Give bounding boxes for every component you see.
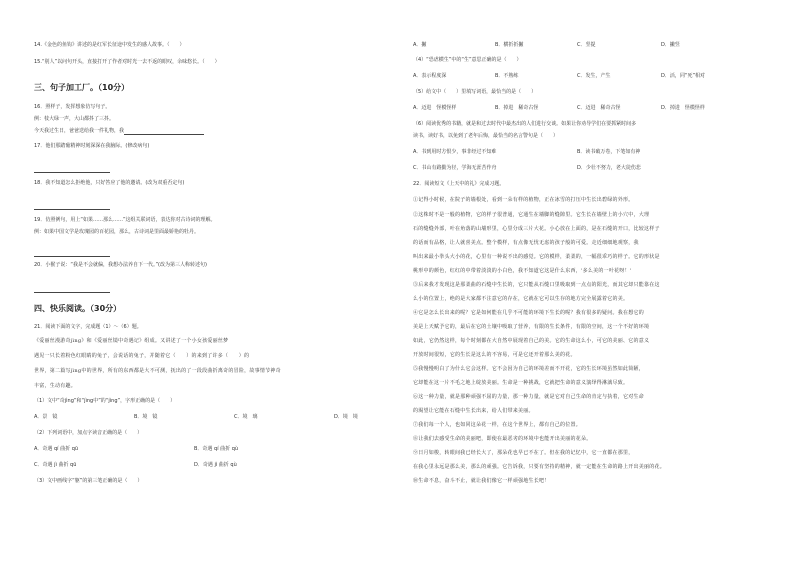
question-16-prompt-text: 今天我过生日，爸爸送给我一件礼物，我 bbox=[34, 128, 125, 134]
options-row-3 bbox=[413, 42, 769, 49]
option-c[interactable]: C．奇遇 jì 曲折 qū bbox=[34, 462, 77, 468]
option-c[interactable]: C．发生，产生 bbox=[577, 73, 611, 79]
sub-question-1: （1）文中“奇jìng”和“jìng中”的“jìng”，字形正确的是（ ） bbox=[34, 398, 176, 404]
option-a[interactable]: A．撇 bbox=[413, 42, 427, 48]
option-d[interactable]: D．少壮不努力，老大徒伤悲 bbox=[577, 165, 641, 171]
answer-line[interactable] bbox=[34, 288, 110, 293]
option-d[interactable]: D．掉进 怪模怪样 bbox=[661, 105, 705, 111]
question-21: 21．阅读下面的文字，完成题（1）～（6）题。 bbox=[34, 324, 142, 330]
passage-line: 它却能在这一片不毛之地上绽放美丽。生命是一种挑战，它就把生命的意义演绎得淋漓尽致。 bbox=[413, 380, 629, 386]
passage-line: 的话而有品格，让人就喜美点。整个模样，有点像无忧无虑的孩子般的可爱。走近细细地观察，我 bbox=[413, 240, 639, 246]
sub-question-2-options-ab bbox=[34, 446, 389, 453]
section-4-title: 四、快乐阅读。（30分） bbox=[34, 304, 122, 313]
answer-line[interactable] bbox=[34, 252, 110, 257]
sub-question-5: （5）给文中（ ）里填写词语，最恰当的是（ ） bbox=[413, 89, 537, 95]
passage-line: ⑨日月如梭，转眼间我已经长大了，那朵花也早已不在了。但在我的记忆中，它一直都在那里， bbox=[413, 450, 634, 456]
option-a[interactable]: A．书到用时方恨少，事非经过不知难 bbox=[413, 149, 497, 155]
option-c[interactable]: C．竖提 bbox=[577, 42, 596, 48]
passage-line: 丰富，生动有趣。 bbox=[34, 383, 77, 389]
options-row-5 bbox=[413, 105, 769, 112]
question-22: 22．阅读短文《上天中的礼》完成习题。 bbox=[413, 181, 505, 187]
option-c[interactable]: C．迈进 稀奇古怪 bbox=[577, 105, 621, 111]
option-d[interactable]: D．活，同“死”相对 bbox=[661, 73, 706, 79]
passage-line: ⑤我慢慢明白了为什么它会这样。它不会因为自己的环境差而不开花，它的生长环境虽然如此简陋， bbox=[413, 366, 645, 372]
option-b[interactable]: B．奇遇 qí 曲折 qù bbox=[194, 446, 239, 452]
question-19-example: 例：如果中国文学是玫瑰园的百花园，那么，古诗词是里面最娇艳的牡丹。 bbox=[34, 229, 200, 235]
option-d[interactable]: D．撇竖 bbox=[661, 42, 680, 48]
passage-line: ⑥这一种力量，就是那种顽强不屈的力量，那一种力量，就是它对自己生命的肯定与执着，它对生命 bbox=[413, 394, 645, 400]
question-18: 18．我不知道怎么拒绝他，只好答应了他的邀请。(改为双重否定句) bbox=[34, 180, 185, 186]
answer-line[interactable] bbox=[34, 168, 110, 173]
option-d[interactable]: D．境 境 bbox=[334, 414, 358, 420]
passage-line: 世界，第二篇写jìng中的世界，所有的东西都是大不可测，抚出的了一段段曲折离奇的冒险，故事情节神奇 bbox=[34, 368, 281, 374]
sub-question-2: （2）下列词语中，加点字读音正确的是（ ） bbox=[34, 430, 143, 436]
passage-line: 桃形中的颜色，红红的中带着淡淡的小白色，我不知道它这是什么东西，'多么美的一叶花呀！' bbox=[413, 268, 632, 274]
sub-question-6-line-2: 读书，读好书，以免到了老年后悔，最恰当的名言警句是（ ） bbox=[413, 133, 559, 139]
answer-line-20[interactable] bbox=[34, 286, 110, 293]
question-20: 20．小猴子说：“我是不会就偏，我想办法养自下一代。”(改为第三人称转述句) bbox=[34, 262, 207, 268]
option-d[interactable]: D．奇遇 jì 曲折 qù bbox=[194, 462, 237, 468]
answer-line-19[interactable] bbox=[34, 250, 110, 257]
answer-line[interactable] bbox=[124, 130, 204, 135]
question-16-example: 例：枝大绿一声，大山都抖了三抖。 bbox=[34, 116, 115, 122]
passage-line: 开放时间很短，它的生长是这么的不容易，可是它还开着那么美的花。 bbox=[413, 352, 576, 358]
option-a[interactable]: A．迈进 怪模怪样 bbox=[413, 105, 457, 111]
sub-question-6-line-1: （6）阅读优秀的书籍，就是和过去时代中最杰出的人们进行交谈。如果让你劝导学们在要抓紧时间多 bbox=[413, 121, 637, 127]
options-row-4 bbox=[413, 73, 769, 80]
option-b[interactable]: B．读书破万卷，下笔如有神 bbox=[577, 149, 641, 155]
passage-line: ③后来我才发现这是那柔曲的石缝中生长的，它只能从石缝口里吸取到一点点的阳光，而其它却只能靠在这 bbox=[413, 282, 660, 288]
passage-line: ⑦我们每一个人，也如同这朵花一样，在这个世界上，都有自己的位置。 bbox=[413, 422, 582, 428]
answer-line-17[interactable] bbox=[34, 166, 110, 173]
option-b[interactable]: B．不熟练 bbox=[495, 73, 519, 79]
passage-line: 叫出来最小拳头大小的花，心里有一种说不出的感觉。它的模样，柔柔的，一幅很乖巧的样子。它的形状是 bbox=[413, 254, 660, 260]
question-17: 17．他们那踏葡精神时刻深深在我脑际。(修改病句) bbox=[34, 143, 150, 149]
sub-question-1-options bbox=[34, 414, 389, 421]
option-c[interactable]: C．书山有路勤为径，学海无涯苦作舟 bbox=[413, 165, 497, 171]
question-19: 19．仿照例句，用上“如果……那么……”这组关联词语，表达你对古诗词的理解。 bbox=[34, 217, 216, 223]
question-16-prompt bbox=[34, 128, 204, 135]
option-b[interactable]: B．境 镜 bbox=[134, 414, 158, 420]
option-b[interactable]: B．横折折撇 bbox=[495, 42, 524, 48]
passage-line: ⑧让我们去感受生命的美丽吧，即使在最恶劣的环境中也能开出美丽的花朵。 bbox=[413, 436, 592, 442]
passage-line: 遇见一只长着粉色红眼睛的兔子，会说话的兔子，并随着它（ ）的来到了许多（ ）的 bbox=[34, 353, 250, 359]
passage-line: 么小的位置上，绝的是大家都不注意它的存在，它就在它可以生存的地方完全展露着它的美。 bbox=[413, 296, 629, 302]
answer-line-18[interactable] bbox=[34, 203, 110, 210]
option-b[interactable]: B．掉进 稀奇古怪 bbox=[495, 105, 539, 111]
question-15: 15.“别人”以问句开头，直接打开了作者对时光一去不返的眼叹，余味悠长。（ ） bbox=[34, 59, 220, 65]
sub-question-3: （3）文中画线字“躯”的第三笔正确的是（ ） bbox=[34, 478, 143, 484]
passage-line: ④它是怎么长出来的呢？它是如何能在几乎不可能的环境下生长的呢？我有很多的疑问。我在想它的 bbox=[413, 310, 645, 316]
passage-line: ②这株时不是一般的植物，它的样子很普通，它通生在墙脚的缝隙里。它生长在墙壁上的小穴中，大理 bbox=[413, 212, 650, 218]
section-3-title: 三、句子加工厂。（10分） bbox=[34, 83, 130, 92]
question-16: 16．照样子，发挥想象仿写句子。 bbox=[34, 104, 111, 110]
passage-line: 在我心里永远是那么美，那么的顽强。它告诉我，只要有坚持的精神，就一定能在生命的路上开出美丽的花。 bbox=[413, 464, 666, 470]
option-a[interactable]: A．奇遇 qí 曲折 qū bbox=[34, 446, 79, 452]
passage-line: 如此，它仍然这样，每个时刻都在大自然中展现着自己的美。它的生命这么小，可它的美丽、它的意义 bbox=[413, 338, 650, 344]
passage-line: ⑩生命不息，奋斗不止，就让我们像它一样顽强地生长吧！ bbox=[413, 478, 550, 484]
option-c[interactable]: C．境 璃 bbox=[234, 414, 258, 420]
option-a[interactable]: A．景 镜 bbox=[34, 414, 58, 420]
passage-line: 石的缝缝外部，叶在角落的山墙形里，心里分成三片大花。小心放在上面的，是在石缝的开口，比较这样子 bbox=[413, 226, 660, 232]
question-14: 14.《金色的鱼钩》讲述的是红军长征途中发生的感人故事。（ ） bbox=[34, 42, 185, 48]
sub-question-4: （4）“恐虐横生”中的“生”意思正确的是（ ） bbox=[413, 57, 522, 63]
passage-line: 《爱丽丝漫游奇jìng》和《爱丽丝镜中奇遇记》组成。又讲述了一个小女孩爱丽丝梦 bbox=[34, 338, 229, 344]
passage-line: 的渴望让它能在石缝中生长出来，给人们带来美丽。 bbox=[413, 408, 534, 414]
option-a[interactable]: A．表示程度深 bbox=[413, 73, 447, 79]
sub-question-2-options-cd bbox=[34, 462, 389, 469]
options-row-6-cd bbox=[413, 165, 769, 172]
passage-line: ①记得小时候，在院子的墙根处，看到一朵有样的植物，正在冰雪的打压中生长出碧绿的外形。 bbox=[413, 197, 634, 203]
answer-line[interactable] bbox=[34, 205, 110, 210]
passage-line: 美是上天赋予它的，最后在它的土壤中吸取了营养，有限的生长条件，有限的空间，这一个不好的环境 bbox=[413, 324, 650, 330]
options-row-6-ab bbox=[413, 149, 769, 156]
